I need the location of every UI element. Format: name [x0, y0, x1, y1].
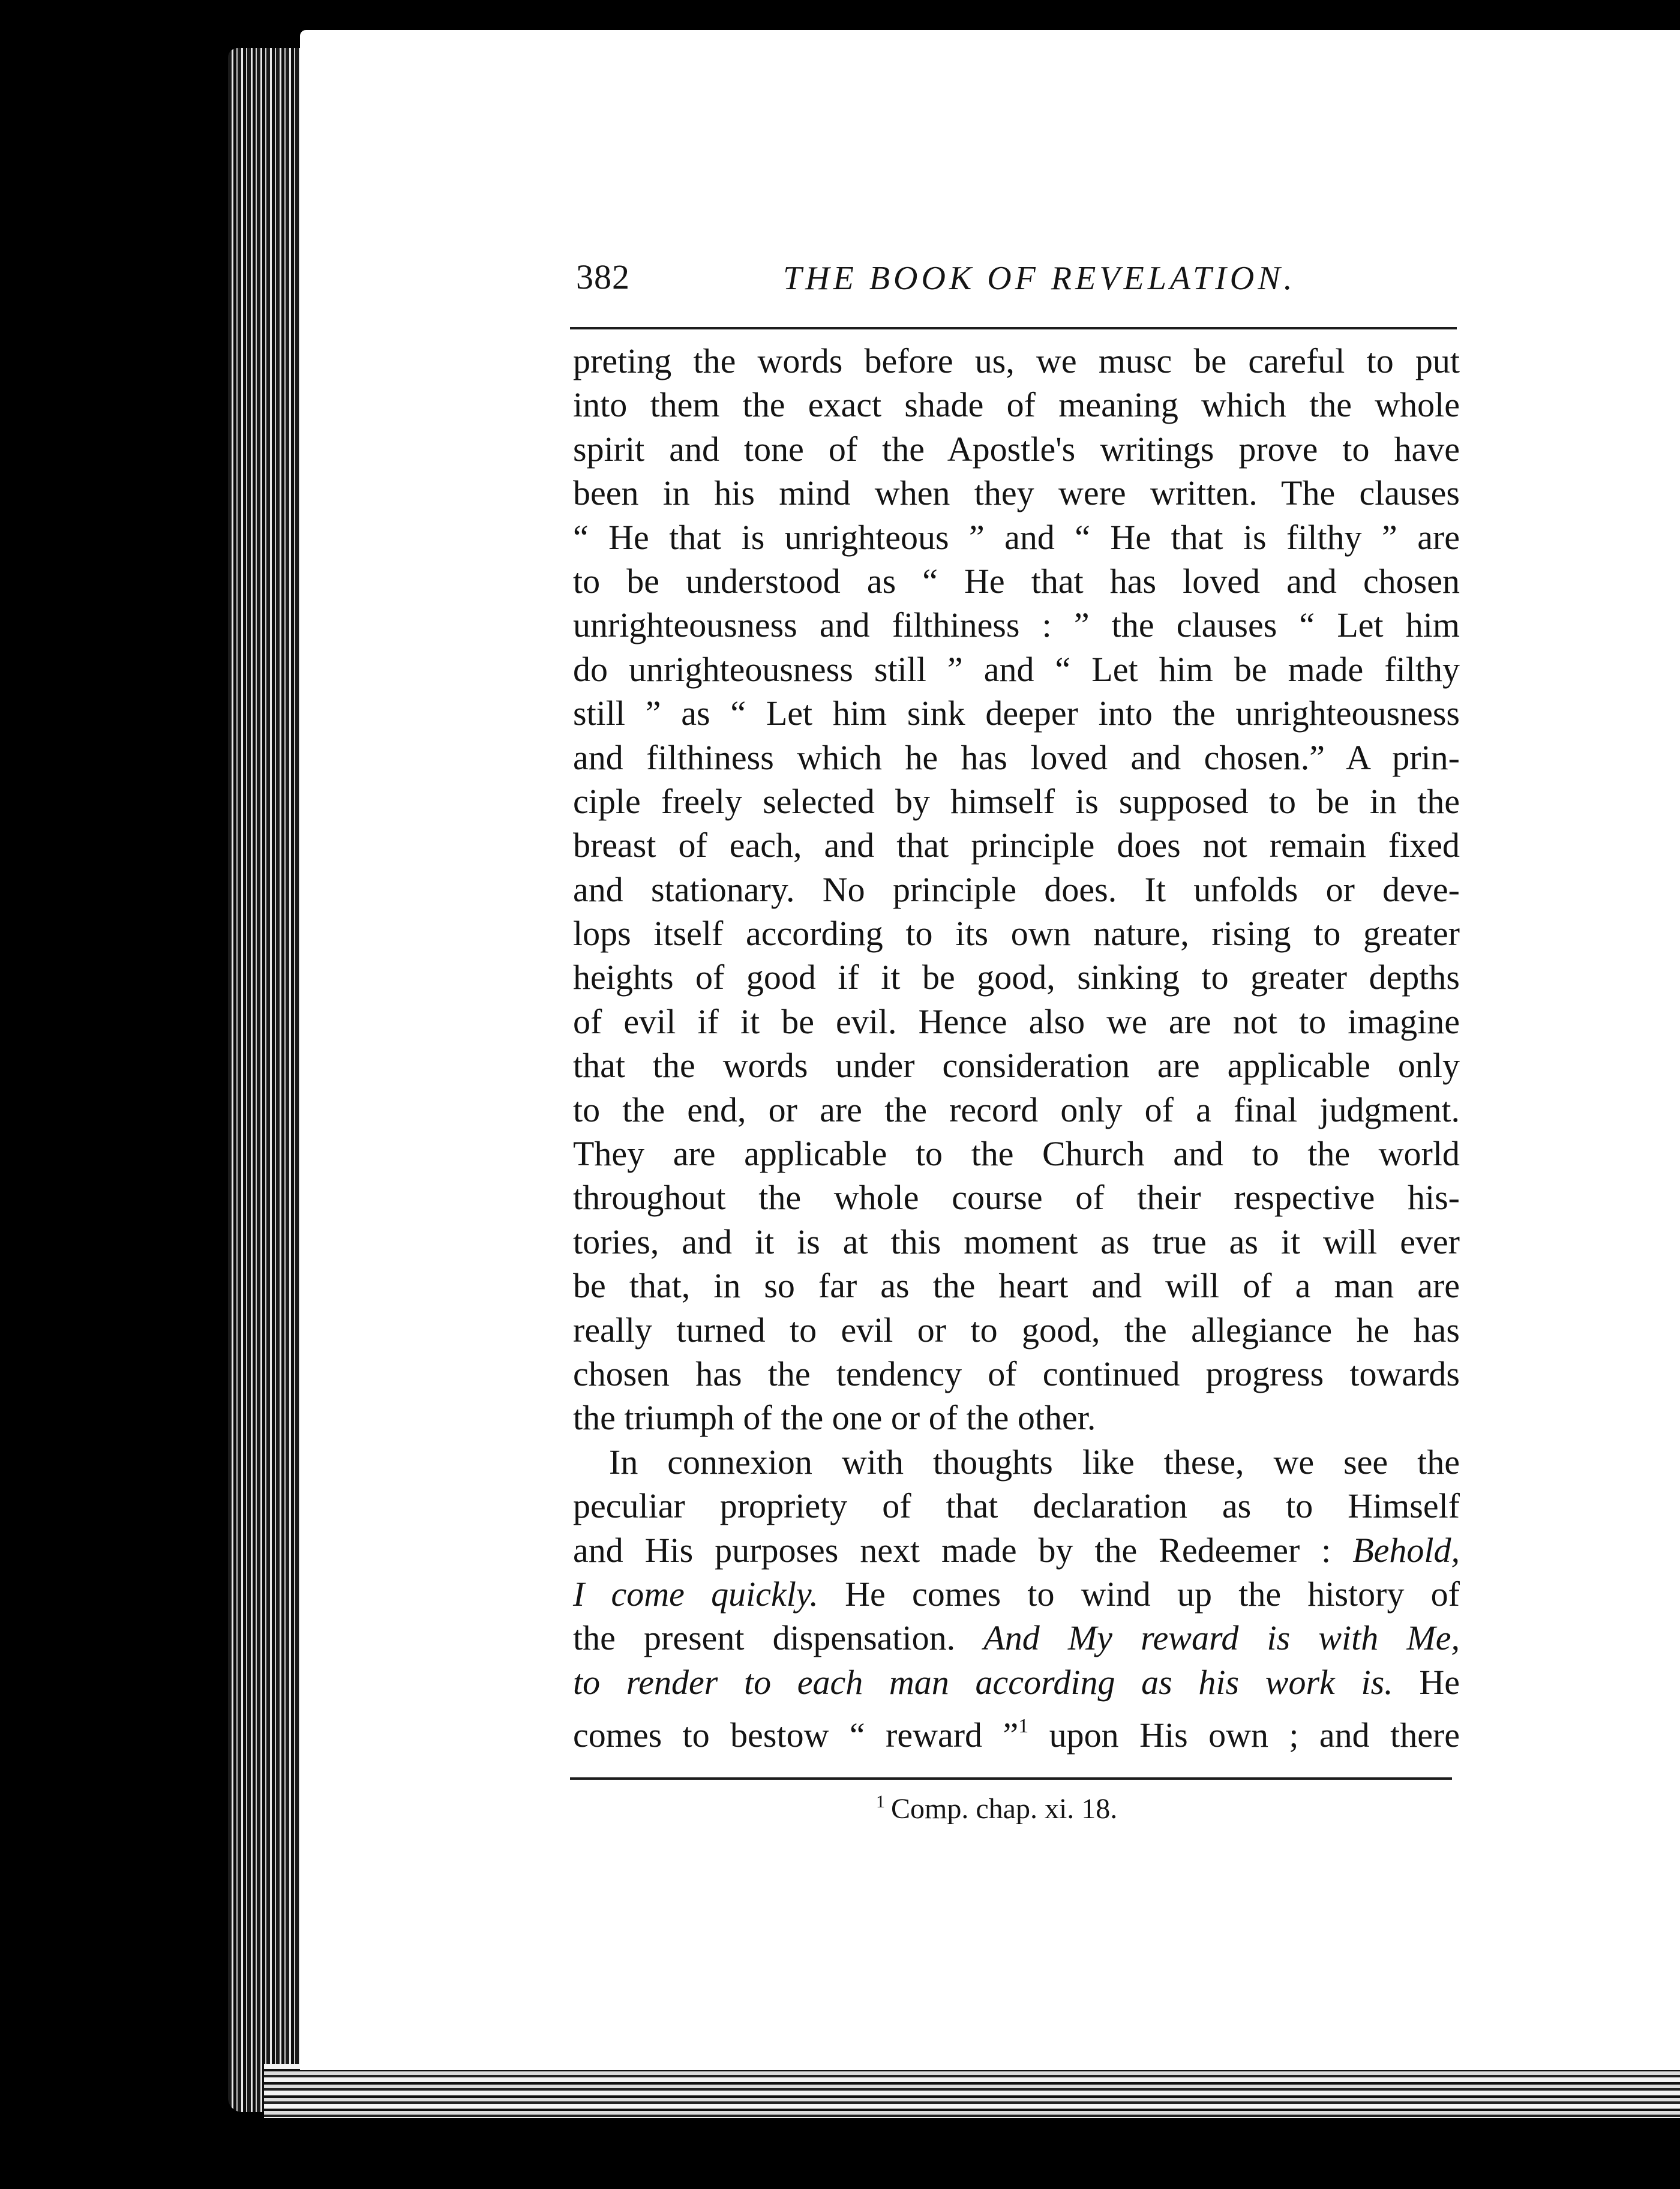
text-line: [573, 1616, 1460, 1660]
text-line: really turned to evil or to good, the allegiance he has: [573, 1310, 1460, 1350]
italic-run: And My reward is with Me,: [983, 1618, 1460, 1658]
text-line: [573, 1660, 1460, 1704]
text-run: He comes to wind up the history of: [818, 1574, 1460, 1614]
text-line: unrighteousness and filthiness : ” the clauses “ Let him: [573, 605, 1460, 645]
text-line: [573, 1704, 1460, 1755]
text-line: “ He that is unrighteous ” and “ He that is filthy ” are: [573, 517, 1460, 557]
text-run: the present dispensation.: [573, 1618, 984, 1658]
text-line: been in his mind when they were written. The clauses: [573, 473, 1460, 513]
text-line: of evil if it be evil. Hence also we are not to imagine: [573, 1001, 1460, 1041]
text-line: the triumph of the one or of the other.: [573, 1398, 1096, 1438]
body-text: [573, 339, 1460, 1755]
text-line: preting the words before us, we musc be careful to put: [573, 341, 1460, 380]
text-line: ciple freely selected by himself is supposed to be in the: [573, 781, 1460, 821]
footnote-rule: [570, 1777, 1452, 1780]
footnote-mark: 1: [876, 1792, 885, 1812]
text-line: They are applicable to the Church and to the world: [573, 1134, 1460, 1174]
footnote-reference: 1: [1018, 1715, 1029, 1738]
page-header: [576, 257, 1452, 311]
text-line: into them the exact shade of meaning which the whole: [573, 385, 1460, 425]
text-line: chosen has the tendency of continued progress towards: [573, 1354, 1460, 1393]
italic-run: I come quickly.: [573, 1574, 818, 1614]
text-run: upon His own ; and there: [1028, 1716, 1460, 1755]
text-line: still ” as “ Let him sink deeper into the unrighteousness: [573, 694, 1460, 733]
text-line: heights of good if it be good, sinking to greater depths: [573, 958, 1460, 997]
text-line: that the words under consideration are applicable only: [573, 1046, 1460, 1085]
italic-run: Behold,: [1352, 1530, 1460, 1570]
text-line: peculiar propriety of that declaration as to Himself: [573, 1486, 1460, 1526]
text-line: to be understood as “ He that has loved and chosen: [573, 561, 1460, 601]
text-line: throughout the whole course of their respective his-: [573, 1178, 1460, 1218]
text-line: [573, 1528, 1460, 1572]
page-number: 382: [576, 257, 630, 296]
text-line: and stationary. No principle does. It unfolds or deve-: [573, 869, 1460, 909]
page-bottom-edge: [264, 2064, 1680, 2118]
running-title: THE BOOK OF REVELATION.: [783, 260, 1296, 297]
text-line: and filthiness which he has loved and chosen.” A prin-: [573, 737, 1460, 777]
text-run: comes to bestow “ reward ”: [573, 1716, 1019, 1755]
text-line: spirit and tone of the Apostle's writings prove to have: [573, 429, 1460, 469]
text-line: to the end, or are the record only of a final judgment.: [573, 1090, 1460, 1129]
text-line: In connexion with thoughts like these, we see the: [609, 1442, 1460, 1482]
footnote-text: Comp. chap. xi. 18.: [891, 1793, 1118, 1825]
text-line: [573, 1572, 1460, 1616]
italic-run: to render to each man according as his work is.: [573, 1662, 1393, 1702]
text-run: and His purposes next made by the Redeemer :: [573, 1530, 1353, 1570]
text-line: breast of each, and that principle does not remain fixed: [573, 826, 1460, 865]
text-run: He: [1393, 1662, 1460, 1702]
text-line: tories, and it is at this moment as true as it will ever: [573, 1222, 1460, 1261]
footnote: [876, 1792, 1117, 1825]
text-line: lops itself according to its own nature, rising to greater: [573, 914, 1460, 953]
text-line: do unrighteousness still ” and “ Let him be made filthy: [573, 649, 1460, 689]
text-line: be that, in so far as the heart and will of a man are: [573, 1266, 1460, 1306]
header-rule: [570, 327, 1457, 329]
